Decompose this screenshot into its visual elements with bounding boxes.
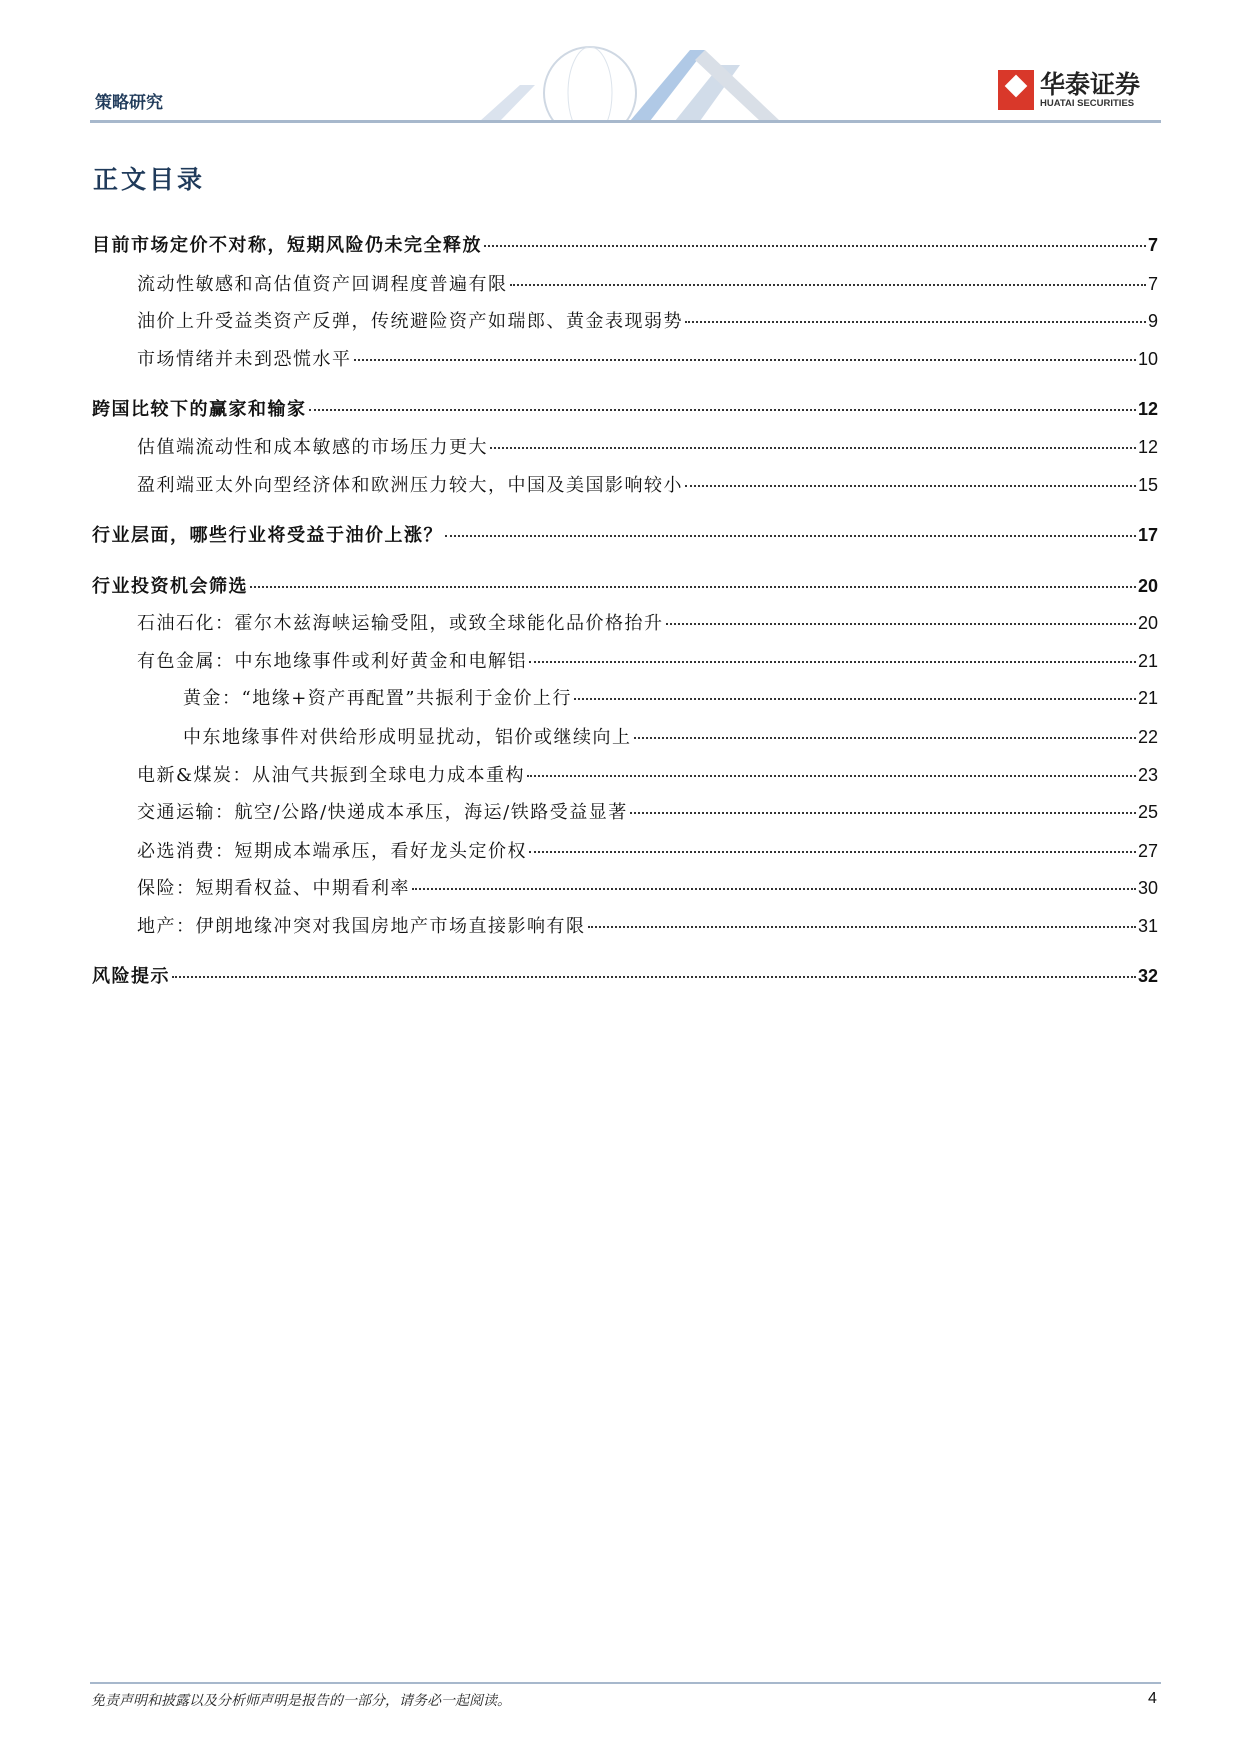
toc-leader-dots (484, 245, 1146, 247)
toc-entry[interactable] (92, 521, 1158, 547)
toc-entry[interactable] (137, 307, 1158, 333)
toc-entry[interactable] (92, 962, 1158, 988)
toc-entry-page: 7 (1147, 274, 1158, 294)
toc-entry-title: 流动性敏感和高估值资产回调程度普遍有限 (137, 270, 508, 296)
toc-entry[interactable] (92, 231, 1158, 257)
toc-entry[interactable] (92, 395, 1158, 421)
toc-entry[interactable] (137, 345, 1158, 371)
toc-leader-dots (529, 661, 1136, 663)
toc-entry-title: 盈利端亚太外向型经济体和欧洲压力较大，中国及美国影响较小 (137, 471, 683, 497)
logo-mark-icon (998, 70, 1034, 110)
globe-decoration (480, 45, 810, 121)
toc-leader-dots (412, 888, 1136, 890)
toc-entry[interactable] (183, 684, 1158, 710)
toc-entry-title: 估值端流动性和成本敏感的市场压力更大 (137, 433, 488, 459)
toc-leader-dots (630, 812, 1136, 814)
toc-entry[interactable] (183, 723, 1158, 749)
toc-leader-dots (634, 737, 1136, 739)
toc-entry-title: 目前市场定价不对称，短期风险仍未完全释放 (92, 231, 482, 257)
toc-entry[interactable] (137, 798, 1158, 824)
logo-en: HUATAI SECURITIES (1040, 97, 1135, 109)
page-title: 正文目录 (93, 165, 206, 194)
toc-entry-title: 黄金：“地缘+资产再配置”共振利于金价上行 (183, 684, 572, 710)
toc-entry-page: 25 (1137, 802, 1158, 822)
toc-entry-page: 21 (1137, 651, 1158, 671)
toc-entry-page: 20 (1137, 613, 1158, 633)
toc-entry-title: 有色金属：中东地缘事件或利好黄金和电解铝 (137, 647, 527, 673)
toc-entry-page: 32 (1137, 966, 1158, 986)
logo-cn: 华泰证券 (1040, 69, 1141, 99)
toc-leader-dots (666, 623, 1136, 625)
toc-leader-dots (685, 321, 1146, 323)
toc-leader-dots (527, 775, 1136, 777)
toc-leader-dots (354, 359, 1136, 361)
toc-entry-title: 保险：短期看权益、中期看利率 (137, 874, 410, 900)
toc-leader-dots (574, 698, 1136, 700)
toc-entry-title: 油价上升受益类资产反弹，传统避险资产如瑞郎、黄金表现弱势 (137, 307, 683, 333)
footer-divider (90, 1682, 1161, 1684)
header-divider (90, 120, 1161, 123)
toc-entry-title: 行业投资机会筛选 (92, 572, 248, 598)
toc-entry[interactable] (137, 609, 1158, 635)
toc-entry-page: 15 (1137, 475, 1158, 495)
toc-entry-title: 中东地缘事件对供给形成明显扰动，铝价或继续向上 (183, 723, 632, 749)
toc-entry[interactable] (137, 912, 1158, 938)
toc-entry-page: 27 (1137, 841, 1158, 861)
footer-disclaimer: 免责声明和披露以及分析师声明是报告的一部分，请务必一起阅读。 (91, 1693, 511, 1709)
toc-leader-dots (172, 976, 1136, 978)
toc-entry-title: 行业层面，哪些行业将受益于油价上涨？ (92, 521, 443, 547)
section-label: 策略研究 (95, 93, 163, 113)
toc-leader-dots (529, 851, 1136, 853)
toc-entry-title: 市场情绪并未到恐慌水平 (137, 345, 352, 371)
toc-entry-page: 12 (1137, 437, 1158, 457)
toc-entry-title: 必选消费：短期成本端承压，看好龙头定价权 (137, 837, 527, 863)
toc-entry-page: 9 (1147, 311, 1158, 331)
toc-entry-page: 20 (1137, 576, 1158, 596)
toc-entry-page: 22 (1137, 727, 1158, 747)
toc-leader-dots (490, 447, 1136, 449)
toc-entry-page: 30 (1137, 878, 1158, 898)
page-number: 4 (1148, 1690, 1157, 1707)
toc-entry[interactable] (137, 761, 1158, 787)
toc-leader-dots (510, 284, 1146, 286)
toc-entry-title: 风险提示 (92, 962, 170, 988)
toc-entry-page: 10 (1137, 349, 1158, 369)
toc-entry-page: 17 (1137, 525, 1158, 545)
toc-leader-dots (309, 409, 1136, 411)
toc-leader-dots (588, 926, 1136, 928)
toc-entry[interactable] (137, 647, 1158, 673)
toc-entry-title: 石油石化：霍尔木兹海峡运输受阻，或致全球能化品价格抬升 (137, 609, 664, 635)
toc-entry-page: 21 (1137, 688, 1158, 708)
toc-entry[interactable] (137, 433, 1158, 459)
toc-entry-page: 31 (1137, 916, 1158, 936)
toc-entry[interactable] (137, 270, 1158, 296)
toc-entry-title: 电新&煤炭：从油气共振到全球电力成本重构 (137, 761, 525, 787)
toc-entry-page: 7 (1147, 235, 1158, 255)
toc-entry-title: 跨国比较下的赢家和输家 (92, 395, 307, 421)
toc-entry-page: 12 (1137, 399, 1158, 419)
huatai-logo (998, 70, 1140, 110)
toc-entry[interactable] (92, 572, 1158, 598)
toc-leader-dots (685, 485, 1136, 487)
toc-leader-dots (250, 586, 1136, 588)
toc-entry-title: 地产：伊朗地缘冲突对我国房地产市场直接影响有限 (137, 912, 586, 938)
toc-entry[interactable] (137, 874, 1158, 900)
toc-entry-title: 交通运输：航空/公路/快递成本承压，海运/铁路受益显著 (137, 798, 628, 824)
toc-entry[interactable] (137, 471, 1158, 497)
toc-entry[interactable] (137, 837, 1158, 863)
toc-leader-dots (445, 535, 1136, 537)
toc-entry-page: 23 (1137, 765, 1158, 785)
